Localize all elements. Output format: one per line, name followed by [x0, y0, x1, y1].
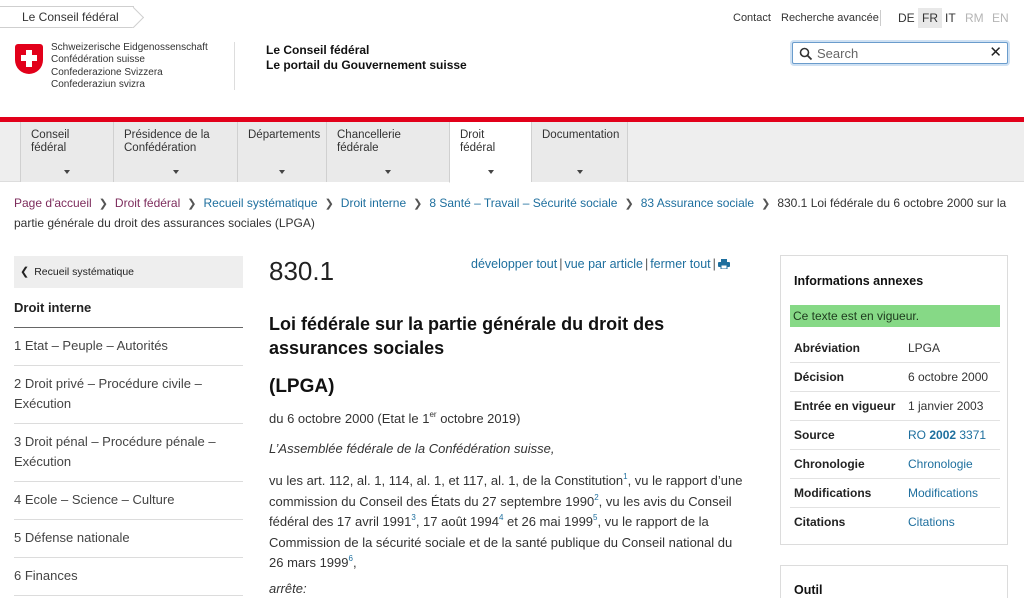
info-key: Chronologie	[794, 457, 865, 471]
nav-chancellerie[interactable]	[326, 122, 449, 182]
portal-title	[266, 43, 467, 73]
portal-title-line1: Le Conseil fédéral	[266, 43, 370, 57]
info-row-citations	[790, 508, 1000, 537]
portal-title-line2: Le portail du Gouvernement suisse	[266, 58, 467, 72]
info-value: 6 octobre 2000	[908, 370, 989, 384]
contact-link[interactable]: Contact	[733, 12, 771, 24]
info-key: Entrée en vigueur	[794, 399, 896, 413]
sidebar-item[interactable]: 1 Etat – Peuple – Autorités	[14, 328, 243, 366]
preamble-text: , 17 août 1994	[415, 514, 499, 529]
preamble-text: et 26 mai 1999	[503, 514, 594, 529]
assembly-line: L’Assemblée fédérale de la Confédération suisse,	[269, 441, 555, 456]
lang-de[interactable]: DE	[898, 11, 915, 25]
info-row-decision	[790, 363, 1000, 392]
preamble-text: , vu le rapport d’une commission du Conseil des États du 27 septembre 1990	[269, 473, 743, 509]
view-tools	[471, 257, 730, 271]
article-view-link[interactable]: vue par article	[564, 257, 643, 271]
nav-departements[interactable]	[237, 122, 326, 182]
nav-label: Droit fédéral	[460, 129, 496, 154]
chevron-right-icon: ❯	[413, 198, 423, 210]
lang-fr[interactable]: FR	[918, 8, 942, 28]
sidebar	[14, 256, 243, 596]
expand-all-link[interactable]: développer tout	[471, 257, 558, 271]
preamble-text: , vu les avis du Conseil fédéral des 17 avril 1991	[269, 493, 732, 529]
sidebar-item[interactable]: 6 Finances	[14, 558, 243, 596]
info-row-source	[790, 421, 1000, 450]
back-label: Recueil systématique	[34, 266, 135, 278]
chevron-right-icon: ❯	[624, 198, 634, 210]
source-link[interactable]	[908, 421, 986, 450]
nav-label: Documentation	[542, 129, 620, 141]
lang-rm[interactable]: RM	[965, 11, 984, 25]
preamble-text: vu les art. 112, al. 1, 114, al. 1, et 117, al. 1, de la Constitution	[269, 473, 624, 488]
info-key: Abréviation	[794, 341, 861, 355]
chevron-right-icon: ❯	[187, 198, 197, 210]
preamble-text: ,	[352, 555, 357, 570]
chevron-right-icon: ❯	[324, 198, 334, 210]
info-row-abbreviation	[790, 334, 1000, 363]
lang-en[interactable]: EN	[992, 11, 1009, 25]
logo-line-rm: Confederaziun svizra	[51, 78, 145, 90]
breadcrumb-recueil[interactable]: Recueil systématique	[203, 196, 318, 210]
logo-line-it: Confederazione Svizzera	[51, 66, 163, 78]
search-input[interactable]	[817, 45, 981, 61]
info-value: LPGA	[908, 341, 941, 355]
sidebar-item[interactable]: 3 Droit pénal – Procédure pénale – Exécution	[14, 424, 243, 482]
logo-line-fr: Confédération suisse	[51, 54, 145, 66]
date-text: du 6 octobre 2000 (Etat le 1	[269, 411, 430, 426]
breadcrumb	[14, 194, 1014, 233]
source-bold: 2002	[929, 428, 957, 442]
preamble	[269, 471, 749, 574]
info-panel-title: Informations annexes	[794, 274, 924, 288]
print-icon[interactable]	[718, 259, 730, 269]
sidebar-title	[14, 288, 243, 328]
divider	[880, 10, 881, 26]
tool-separator: |	[712, 257, 716, 271]
collapse-all-link[interactable]: fermer tout	[650, 257, 711, 271]
chronologie-link[interactable]: Chronologie	[908, 457, 973, 471]
nav-label: Départements	[248, 129, 321, 141]
top-tab-conseil-federal[interactable]: Le Conseil fédéral	[0, 6, 134, 28]
source-pre: RO	[908, 428, 930, 442]
footnote-ref[interactable]: 1	[623, 472, 628, 481]
nav-label: Chancellerie fédérale	[337, 129, 401, 154]
search-icon	[799, 47, 813, 61]
nav-label: Présidence de la Confédération	[124, 129, 210, 154]
lang-it[interactable]: IT	[945, 11, 956, 25]
footnote-ref[interactable]: 4	[498, 513, 504, 522]
footnote-ref[interactable]: 5	[593, 513, 598, 522]
breadcrumb-droit-federal[interactable]: Droit fédéral	[114, 196, 181, 210]
outil-title: Outil	[794, 583, 823, 597]
info-key: Modifications	[794, 486, 872, 500]
back-to-recueil-link[interactable]	[14, 256, 243, 288]
chevron-down-icon	[385, 170, 391, 174]
chevron-down-icon	[173, 170, 179, 174]
info-key: Source	[794, 428, 835, 442]
chevron-down-icon	[64, 170, 70, 174]
preamble-text: , vu le rapport de la Commission de la sécurité sociale et de la santé publique du Conseil national du 26 mars 1999	[269, 514, 733, 570]
date-sup: er	[429, 410, 437, 419]
chevron-down-icon	[279, 170, 285, 174]
nav-conseil-federal[interactable]	[20, 122, 113, 182]
nav-documentation[interactable]	[531, 122, 628, 182]
modifications-link[interactable]: Modifications	[908, 486, 979, 500]
outil-panel	[780, 565, 1008, 598]
sidebar-item[interactable]: 4 Ecole – Science – Culture	[14, 482, 243, 520]
sidebar-title-text: Droit interne	[14, 300, 92, 315]
nav-droit-federal[interactable]	[449, 122, 531, 183]
law-title: Loi fédérale sur la partie générale du droit des assurances sociales	[269, 314, 665, 358]
chevron-left-icon: ❮	[20, 266, 30, 278]
law-date	[269, 411, 520, 426]
logo-line-de: Schweizerische Eidgenossenschaft	[51, 42, 208, 53]
close-icon[interactable]: ✕	[989, 44, 1002, 61]
sidebar-item[interactable]: 5 Défense nationale	[14, 520, 243, 558]
law-abbreviation: (LPGA)	[269, 376, 335, 397]
sr-number: 830.1	[269, 256, 335, 286]
tool-separator: |	[559, 257, 563, 271]
info-value: 1 janvier 2003	[908, 399, 984, 413]
info-key: Décision	[794, 370, 845, 384]
footnote-ref[interactable]: 2	[594, 492, 599, 502]
nav-presidence[interactable]	[113, 122, 237, 182]
divider	[234, 42, 235, 90]
source-post: 3371	[956, 428, 987, 442]
breadcrumb-home[interactable]: Page d'accueil	[14, 196, 92, 210]
chevron-down-icon	[488, 170, 494, 174]
status-badge: Ce texte est en vigueur.	[790, 305, 1000, 327]
breadcrumb-current: 830.1 Loi fédérale du 6 octobre 2000 sur la partie générale du droit des assurances sociales (LPGA)	[14, 196, 1007, 230]
info-key: Citations	[794, 515, 846, 529]
chevron-down-icon	[577, 170, 583, 174]
citations-link[interactable]: Citations	[908, 515, 955, 529]
advanced-search-link[interactable]: Recherche avancée	[781, 12, 879, 24]
info-row-entry-into-force	[790, 392, 1000, 421]
tool-separator: |	[644, 257, 649, 271]
date-text: octobre 2019)	[436, 411, 521, 426]
breadcrumb-sante[interactable]: 8 Santé – Travail – Sécurité sociale	[429, 196, 618, 210]
chevron-right-icon: ❯	[98, 198, 108, 210]
confederation-wordmark[interactable]	[51, 42, 208, 91]
info-row-modifications	[790, 479, 1000, 508]
chevron-right-icon: ❯	[761, 198, 771, 210]
breadcrumb-droit-interne[interactable]: Droit interne	[340, 196, 407, 210]
breadcrumb-assurance-sociale[interactable]: 83 Assurance sociale	[640, 196, 755, 210]
nav-label: Conseil fédéral	[31, 129, 70, 154]
swiss-cross-logo[interactable]	[15, 44, 43, 74]
sidebar-item[interactable]: 2 Droit privé – Procédure civile – Exécution	[14, 366, 243, 424]
footnote-ref[interactable]: 3	[411, 513, 416, 522]
search-box[interactable]	[792, 42, 1008, 64]
arrete-line: arrête:	[269, 581, 307, 596]
info-row-chronologie	[790, 450, 1000, 479]
footnote-ref[interactable]: 6	[348, 554, 353, 563]
info-panel	[780, 255, 1008, 545]
